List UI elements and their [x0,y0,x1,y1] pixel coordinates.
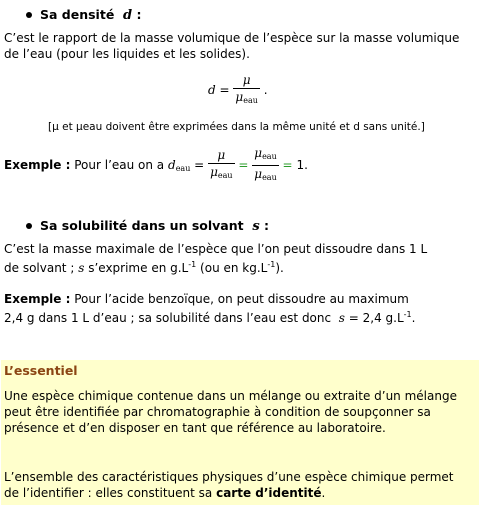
solubility-example [4,291,476,326]
density-colon: : [136,7,142,22]
carte-identite: carte d’identité [216,486,322,500]
example-fraction-2: $\frac{\mu_{eau}}{\mu_{eau}}$ [254,146,277,182]
solubility-heading-label: Sa solubilité dans un solvant [40,218,244,233]
example-equals: = [194,158,205,172]
bullet-icon [26,12,32,18]
density-example [4,146,308,185]
density-heading [26,7,141,23]
solubility-def-line2: de solvant ; s s’exprime en $g.L^{-1}$ (ou en $kg.L^{-1}$). [4,260,284,275]
solubility-colon: : [264,218,270,233]
density-definition: C’est le rapport de la masse volumique de l’espèce sur la masse volumique de l’eau (pour les liquides et les solides). [4,31,460,61]
solubility-symbol: s [252,219,260,234]
example-label: Exemple : [4,158,71,172]
formula-equals: = [219,83,230,97]
density-note [48,121,425,133]
solubility-example-line2: 2,4 g dans 1 L d’eau ; sa solubilité dans l’eau est donc s = 2,4 $g.L^{-1}$. [4,310,416,325]
essentiel-title: L’essentiel [4,363,78,378]
example-equals-2: = [238,158,249,172]
example-equals-3: = [282,158,293,172]
solubility-example-line1: Exemple : Pour l’acide benzoïque, on peut dissoudre au maximum [4,292,409,306]
formula-end: . [263,83,268,97]
essentiel-para-1: Une espèce chimique contenue dans un mélange ou extraite d’un mélange peut être identifiée par chromatographie à condition de soupçonner sa présence et d’en disposer en tant que référence au laboratoire. [4,389,457,435]
solubility-def-line1: C’est la masse maximale de l’espèce que l’on peut dissoudre dans 1 L [4,242,428,256]
formula-lhs: d [208,83,216,97]
solubility-example-label: Exemple : [4,292,71,306]
essentiel-para-2: L’ensemble des caractéristiques physiques d’une espèce chimique permet de l’identifier : elles constituent sa carte d’identité. [4,470,454,500]
density-note-text: [μ et μeau doivent être exprimées dans la même unité et d sans unité.] [48,121,425,133]
density-heading-label: Sa densité [40,7,115,22]
example-result: 1. [296,158,308,172]
bullet-icon [26,223,32,229]
solubility-definition [4,241,476,276]
solubility-heading [26,218,269,234]
example-lhs: $d_{eau}$ [168,158,191,173]
formula-denominator: $\mu_{eau}$ [235,90,258,105]
density-formula [208,73,268,108]
example-fraction-1: $\frac{\mu}{\mu_{eau}}$ [210,148,233,180]
example-text: Pour l’eau on a [74,158,165,172]
density-symbol: d [123,8,133,23]
formula-fraction [233,73,259,108]
formula-numerator: μ [233,73,259,89]
